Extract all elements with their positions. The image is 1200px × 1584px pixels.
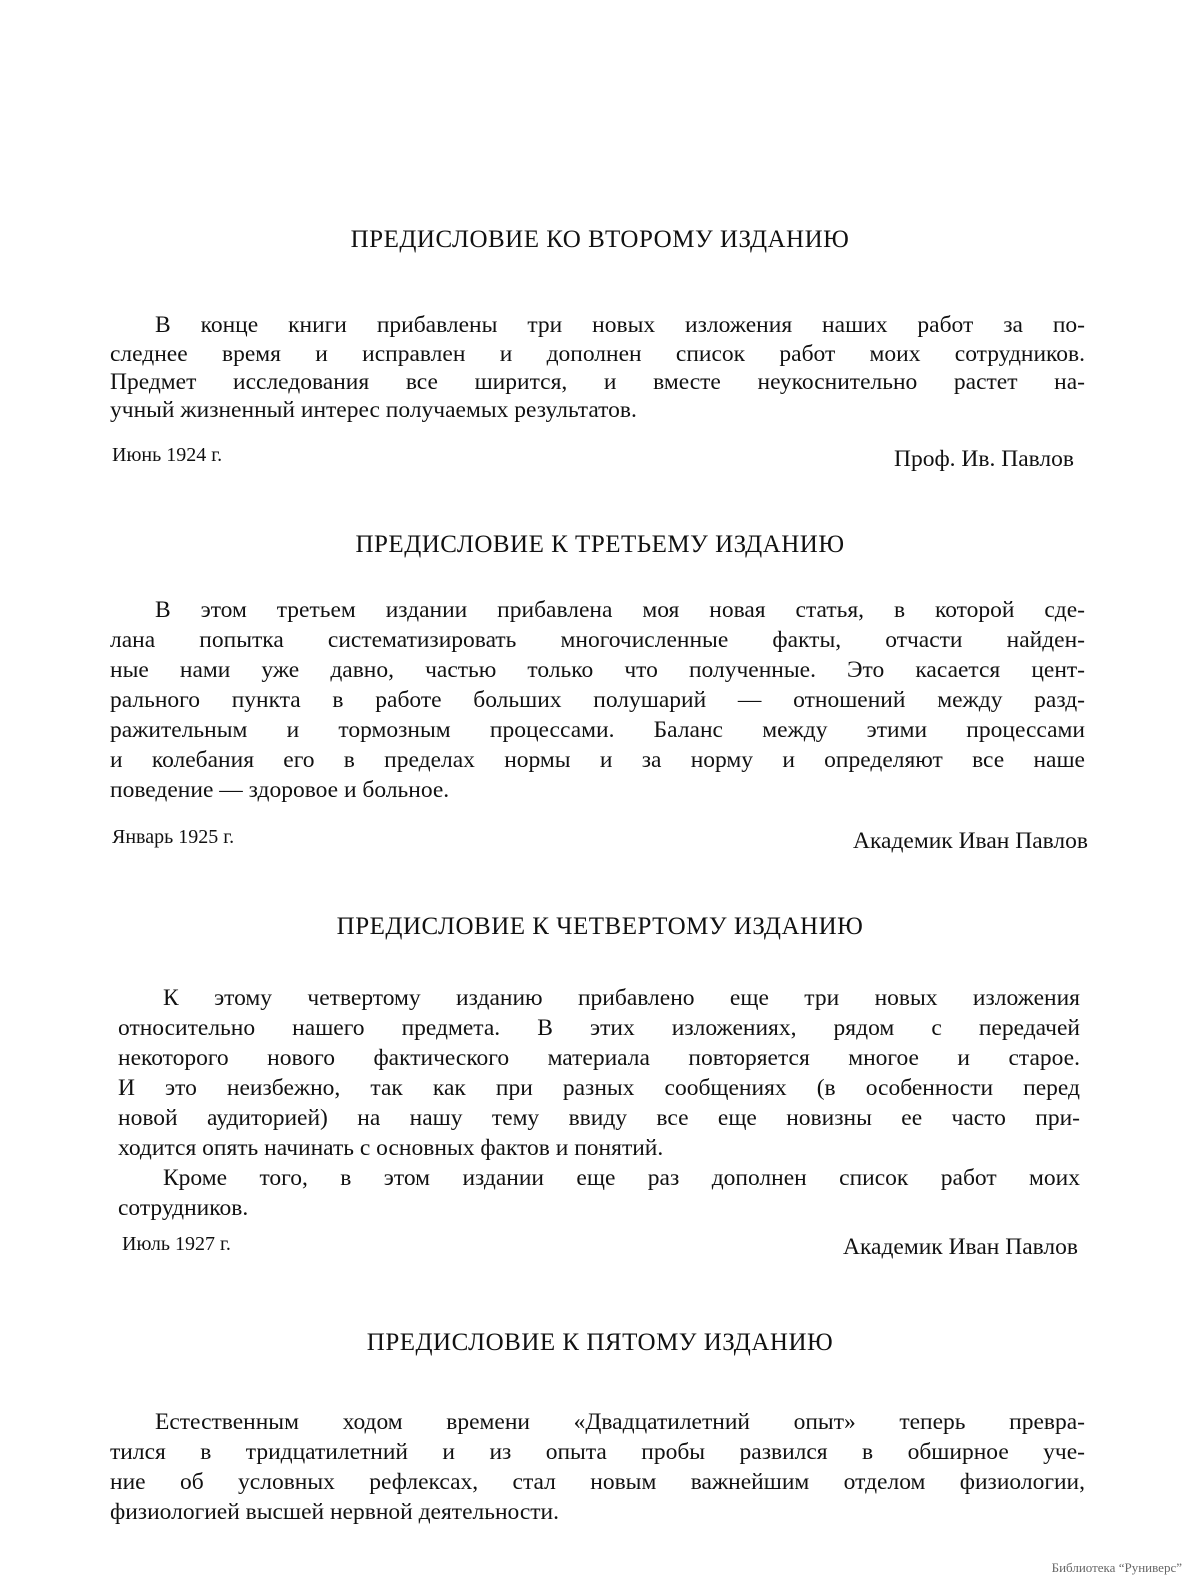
section-title: ПРЕДИСЛОВИЕ КО ВТОРОМУ ИЗДАНИЮ — [350, 226, 850, 253]
paragraph — [110, 1407, 1085, 1527]
text-line: ходится опять начинать с основных фактов и понятий. — [118, 1135, 664, 1161]
paragraph — [118, 983, 1080, 1223]
text-line: поведение — здоровое и больное. — [110, 777, 450, 803]
library-footer: Библиотека “Руниверс” — [1051, 1560, 1182, 1575]
section-title: ПРЕДИСЛОВИЕ К ТРЕТЬЕМУ ИЗДАНИЮ — [355, 531, 845, 558]
signature: Академик Иван Павлов — [853, 828, 1088, 854]
text-line: Предмет исследования все ширится, и вместе неукоснительно растет на- — [110, 369, 1085, 395]
date: Июль 1927 г. — [122, 1233, 231, 1255]
text-line: В конце книги прибавлены три новых изложения наших работ за по- — [155, 312, 1085, 338]
signature: Проф. Ив. Павлов — [893, 446, 1074, 472]
text-line: Кроме того, в этом издании еще раз дополнен список работ моих — [163, 1165, 1080, 1191]
text-line: В этом третьем издании прибавлена моя новая статья, в которой сде- — [155, 597, 1085, 623]
date: Июнь 1924 г. — [112, 444, 223, 466]
paragraph — [110, 310, 1085, 424]
text-line: рального пункта в работе больших полушарий — отношений между разд- — [110, 687, 1085, 713]
paragraph — [110, 595, 1085, 805]
text-line: следнее время и исправлен и дополнен список работ моих сотрудников. — [110, 341, 1085, 367]
text-line: Естественным ходом времени «Двадцатилетний опыт» теперь превра- — [155, 1409, 1085, 1435]
text-line: ражительным и тормозным процессами. Баланс между этими процессами — [110, 717, 1085, 743]
text-line: относительно нашего предмета. В этих изложениях, рядом с передачей — [118, 1015, 1080, 1041]
section-title: ПРЕДИСЛОВИЕ К ПЯТОМУ ИЗДАНИЮ — [366, 1329, 834, 1356]
text-line: некоторого нового фактического материала повторяется многое и старое. — [118, 1045, 1080, 1071]
text-line: лана попытка систематизировать многочисленные факты, отчасти найден- — [110, 627, 1085, 653]
section-title: ПРЕДИСЛОВИЕ К ЧЕТВЕРТОМУ ИЗДАНИЮ — [336, 913, 864, 940]
text-line: учный жизненный интерес получаемых результатов. — [110, 397, 637, 423]
text-line: сотрудников. — [118, 1195, 249, 1221]
text-line: И это неизбежно, так как при разных сообщениях (в особенности перед — [118, 1075, 1080, 1101]
text-line: К этому четвертому изданию прибавлено еще три новых изложения — [163, 985, 1080, 1011]
text-line: новой аудиторией) на нашу тему ввиду все еще новизны ее часто при- — [118, 1105, 1080, 1131]
signature: Академик Иван Павлов — [843, 1234, 1078, 1260]
text-line: ние об условных рефлексах, стал новым важнейшим отделом физиологии, — [110, 1469, 1085, 1495]
text-line: тился в тридцатилетний и из опыта пробы развился в обширное уче- — [110, 1439, 1085, 1465]
text-line: и колебания его в пределах нормы и за норму и определяют все наше — [110, 747, 1085, 773]
text-line: ные нами уже давно, частью только что полученные. Это касается цент- — [110, 657, 1085, 683]
date: Январь 1925 г. — [112, 826, 235, 848]
text-line: физиологией высшей нервной деятельности. — [110, 1499, 560, 1525]
